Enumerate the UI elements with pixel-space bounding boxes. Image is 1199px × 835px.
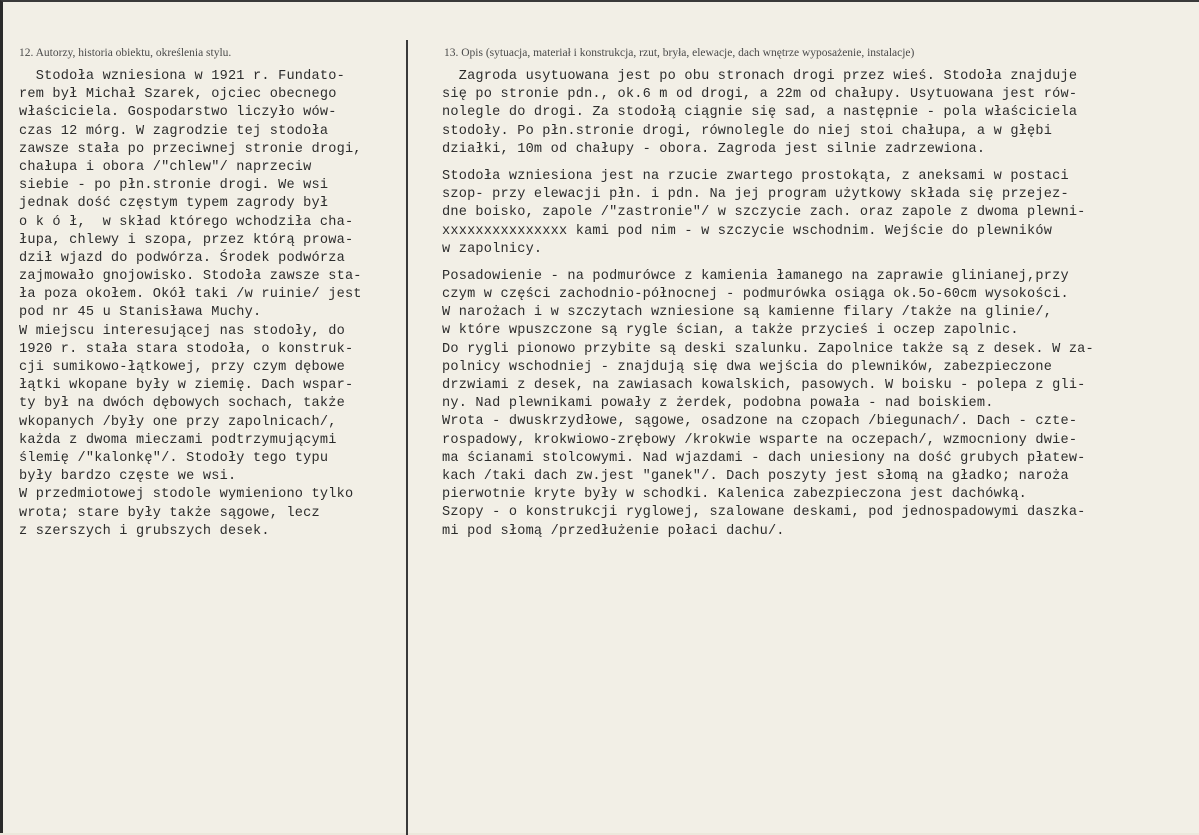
- description-line: działki, 10m od chałupy - obora. Zagroda jest silnie zadrzewiona.: [442, 141, 986, 157]
- description-line: pierwotnie kryte były w schodki. Kalenica zabezpieczona jest dachówką.: [442, 487, 1028, 503]
- history-line: wkopanych /były one przy zapolnicach/,: [19, 414, 337, 430]
- history-line: rem był Michał Szarek, ojciec obecnego: [19, 87, 337, 103]
- history-line: z szerszych i grubszych desek.: [19, 523, 270, 539]
- description-line: ny. Nad plewnikami powały z żerdek, podobna powała - nad boiskiem.: [442, 396, 994, 412]
- history-line: dził wjazd do podwórza. Środek podwórza: [19, 250, 345, 266]
- history-line: W przedmiotowej stodole wymieniono tylko: [19, 487, 354, 503]
- description-line: xxxxxxxxxxxxxxx kami pod nim - w szczycie wschodnim. Wejście do plewników: [442, 223, 1053, 239]
- history-line: jednak dość częstym typem zagrody był: [19, 196, 329, 212]
- history-line: chałupa i obora /"chlew"/ naprzeciw: [19, 159, 312, 175]
- history-line: zajmowało gnojowisko. Stodoła zawsze sta-: [19, 269, 362, 285]
- description-line: nolegle do drogi. Za stodołą ciągnie się sad, a następnie - pola właściciela: [442, 105, 1078, 121]
- history-line: czas 12 mórg. W zagrodzie tej stodoła: [19, 123, 329, 139]
- history-line: cji sumikowo-łątkowej, przy czym dębowe: [19, 360, 345, 375]
- column-divider: [406, 40, 408, 835]
- history-line: wrota; stare były także sągowe, lecz: [19, 505, 320, 521]
- paragraph-gap: [442, 259, 1194, 268]
- description-line: ma ścianami stolcowymi. Nad wjazdami - dach uniesiony na dość grubych płatew-: [442, 450, 1086, 466]
- history-line: pod nr 45 u Stanisława Muchy.: [19, 305, 262, 321]
- description-line: w które wpuszczone są rygle ścian, a także przycieś i oczep zapolnic.: [442, 323, 1019, 339]
- description-line: rospadowy, krokwiowo-zrębowy /krokwie wsparte na oczepach/, wzmocniony dwie-: [442, 432, 1078, 448]
- description-text: [442, 68, 1194, 541]
- paragraph-gap: [442, 159, 1194, 168]
- history-line: zawsze stała po przeciwnej stronie drogi,: [19, 141, 362, 157]
- history-line: ty był na dwóch dębowych sochach, także: [19, 396, 345, 412]
- history-line: o k ó ł, w skład którego wchodziła cha-: [19, 214, 354, 230]
- history-line: łupa, chlewy i szopa, przez którą prowa-: [19, 232, 354, 248]
- history-text: [19, 68, 404, 541]
- description-line: Zagroda usytuowana jest po obu stronach drogi przez wieś. Stodoła znajduje: [442, 69, 1078, 84]
- section-13-header: 13. Opis (sytuacja, materiał i konstrukcja, rzut, bryła, elewacje, dach wnętrze wyposażenie, instalacje): [444, 47, 915, 59]
- description-line: Posadowienie - na podmurówce z kamienia łamanego na zaprawie glinianej,przy: [442, 268, 1069, 284]
- description-line: drzwiami z desek, na zawiasach kowalskich, pasowych. W boisku - polepa z gli-: [442, 378, 1086, 393]
- history-line: były bardzo częste we wsi.: [19, 469, 237, 485]
- history-line: łątki wkopane były w ziemię. Dach wspar-: [19, 378, 354, 394]
- description-line: Wrota - dwuskrzydłowe, sągowe, osadzone na czopach /biegunach/. Dach - czte-: [442, 414, 1078, 430]
- description-line: dne boisko, zapole /"zastronie"/ w szczycie zach. oraz zapole z dwoma plewni-: [442, 205, 1086, 221]
- history-line: siebie - po płn.stronie drogi. We wsi: [19, 178, 329, 194]
- history-line: Stodoła wzniesiona w 1921 r. Fundato-: [19, 69, 345, 84]
- description-line: szop- przy elewacji płn. i pdn. Na jej program użytkowy składa się przejez-: [442, 187, 1069, 203]
- description-line: się po stronie pdn., ok.6 m od drogi, a 22m od chałupy. Usytuowana jest rów-: [442, 87, 1078, 103]
- history-line: W miejscu interesującej nas stodoły, do: [19, 323, 345, 339]
- description-line: Szopy - o konstrukcji ryglowej, szalowane deskami, pod jednospadowymi daszka-: [442, 505, 1086, 521]
- description-line: polnicy wschodniej - znajdują się dwa wejścia do plewników, zabezpieczone: [442, 359, 1053, 375]
- history-line: ślemię /"kalonkę"/. Stodoły tego typu: [19, 450, 329, 466]
- description-line: Stodoła wzniesiona jest na rzucie zwartego prostokąta, z aneksami w postaci: [442, 168, 1069, 184]
- history-line: 1920 r. stała stara stodoła, o konstruk-: [19, 341, 354, 357]
- section-12-header: 12. Autorzy, historia obiektu, określenia stylu.: [19, 47, 232, 59]
- description-line: w zapolnicy.: [442, 241, 543, 257]
- history-line: właściciela. Gospodarstwo liczyło wów-: [19, 105, 337, 121]
- description-line: mi pod słomą /przedłużenie połaci dachu/.: [442, 523, 785, 539]
- description-line: W narożach i w szczytach wzniesione są kamienne filary /także na glinie/,: [442, 305, 1053, 321]
- description-line: czym w części zachodnio-północnej - podmurówka osiąga ok.5o-60cm wysokości.: [442, 287, 1069, 303]
- description-line: kach /taki dach zw.jest "ganek"/. Dach poszyty jest słomą na gładko; naroża: [442, 468, 1069, 484]
- history-line: każda z dwoma mieczami podtrzymującymi: [19, 432, 337, 448]
- description-line: Do rygli pionowo przybite są deski szalunku. Zapolnice także są z desek. W za-: [442, 341, 1094, 357]
- history-line: ła poza okołem. Okół taki /w ruinie/ jest: [19, 287, 362, 303]
- description-line: stodoły. Po płn.stronie drogi, równolegle do niej stoi chałupa, a w głębi: [442, 123, 1053, 139]
